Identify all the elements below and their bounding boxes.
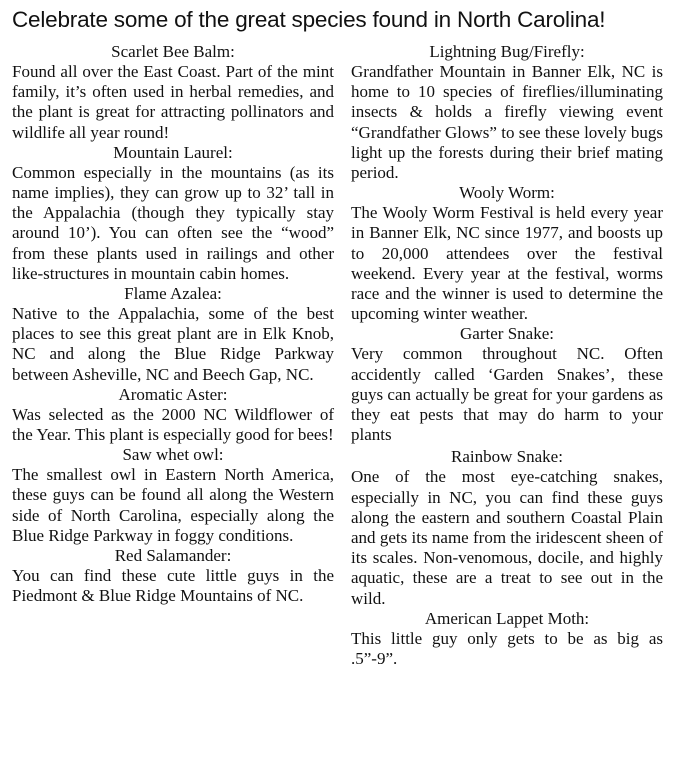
species-name: American Lappet Moth: [424, 608, 590, 628]
species-entry [12, 385, 334, 445]
species-description: The Wooly Worm Festival is held every year in Banner Elk, NC since 1977, and boosts up to 20,000 attendees over the festival weekend. Every year at the festival, worms race and the winner is used to determine the upcoming winter weather. [351, 203, 663, 324]
species-description: Very common throughout NC. Often accidently called ‘Garden Snakes’, these guys can actually be great for your gardens as they eat pests that may do harm to your plants [351, 344, 663, 445]
species-description: Grandfather Mountain in Banner Elk, NC is home to 10 species of fireflies/illuminating insects & holds a firefly viewing event “Grandfather Glows” to see these lovely bugs light up the forests during their brief mating period. [351, 62, 663, 183]
species-description: One of the most eye-catching snakes, especially in NC, you can find these guys along the eastern and southern Coastal Plain and gets its name from the iridescent sheen of its scales. Non-venomous, docile, and highly aquatic, these are a treat to see out in the wild. [351, 467, 663, 608]
species-description: The smallest owl in Eastern North America, these guys can be found all along the Western side of North Carolina, especially along the Blue Ridge Parkway in foggy conditions. [12, 465, 334, 545]
species-description: Native to the Appalachia, some of the best places to see this great plant are in Elk Knob, NC and along the Blue Ridge Parkway between Asheville, NC and Beech Gap, NC. [12, 304, 334, 384]
species-entry [12, 546, 334, 606]
left-column [12, 42, 334, 669]
species-entry [12, 445, 334, 546]
species-description: Common especially in the mountains (as its name implies), they can grow up to 32’ tall in the Appalachia (though they typically stay around 10’). You can often see the “wood” from these plants used in railings and other like-structures in mountain cabin homes. [12, 162, 334, 283]
species-name: Scarlet Bee Balm: [111, 42, 235, 61]
species-name: Wooly Worm: [459, 183, 555, 203]
species-entry [351, 42, 663, 183]
species-entry [12, 284, 334, 385]
species-name: Flame Azalea: [124, 284, 222, 304]
species-name: Garter Snake: [460, 324, 554, 344]
right-column [351, 42, 663, 669]
species-description: You can find these cute little guys in the Piedmont & Blue Ridge Mountains of NC. [12, 566, 334, 606]
species-entry [12, 143, 334, 284]
species-name: Saw whet owl: [122, 445, 224, 465]
species-description: Found all over the East Coast. Part of the mint family, it’s often used in herbal remedies, and the plant is great for attracting pollinators and wildlife all year round! [12, 62, 334, 142]
species-name: Mountain Laurel: [113, 142, 233, 162]
species-entry [351, 609, 663, 669]
species-entry [351, 324, 663, 445]
species-name: Rainbow Snake: [451, 447, 563, 467]
species-name: Lightning Bug/Firefly: [429, 42, 585, 61]
species-entry [351, 183, 663, 324]
species-name: Aromatic Aster: [118, 384, 228, 404]
species-description: This little guy only gets to be as big as .5”-9”. [351, 628, 663, 669]
species-name: Red Salamander: [114, 546, 232, 566]
species-entry [351, 447, 663, 608]
species-description: Was selected as the 2000 NC Wildflower of the Year. This plant is especially good for bees! [12, 404, 334, 445]
species-entry [12, 42, 334, 143]
page-title: Celebrate some of the great species found in North Carolina! [12, 7, 606, 32]
two-column-layout [12, 42, 663, 669]
